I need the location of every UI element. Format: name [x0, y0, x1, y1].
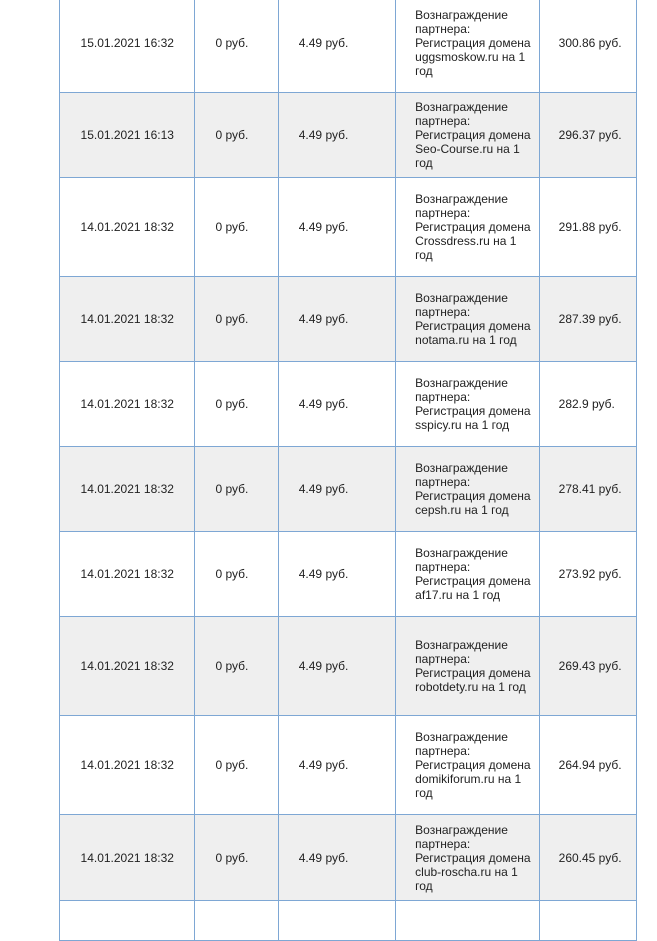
expense-cell	[278, 447, 395, 532]
expense-cell	[278, 0, 395, 93]
date-text: 14.01.2021 18:32	[80, 220, 174, 234]
description-cell	[396, 532, 539, 617]
balance-text: 278.41 руб.	[558, 482, 622, 496]
table-row	[60, 178, 637, 277]
expense-cell	[278, 815, 395, 901]
balance-cell	[539, 277, 636, 362]
empty-cell	[396, 901, 539, 941]
description-text: Вознаграждение партнера: Регистрация домена robotdety.ru на 1 год	[415, 638, 531, 694]
date-text: 14.01.2021 18:32	[80, 659, 174, 673]
expense-text: 4.49 руб.	[298, 850, 349, 865]
expense-cell	[278, 532, 395, 617]
balance-text: 291.88 руб.	[558, 220, 622, 234]
description-cell	[396, 93, 539, 178]
balance-cell	[539, 716, 636, 815]
table-row	[60, 532, 637, 617]
description-cell	[396, 815, 539, 901]
balance-text: 296.37 руб.	[558, 128, 622, 142]
balance-text: 300.86 руб.	[558, 35, 622, 50]
description-text: Вознаграждение партнера: Регистрация домена sspicy.ru на 1 год	[415, 376, 531, 432]
income-text: 0 руб.	[215, 35, 249, 50]
table-row	[60, 0, 637, 93]
table-row	[60, 716, 637, 815]
expense-text: 4.49 руб.	[298, 659, 349, 673]
expense-text: 4.49 руб.	[298, 397, 349, 411]
description-text: Вознаграждение партнера: Регистрация домена Crossdress.ru на 1 год	[415, 192, 531, 262]
income-text: 0 руб.	[215, 482, 249, 496]
income-cell	[195, 178, 278, 277]
date-cell	[60, 277, 195, 362]
description-text: Вознаграждение партнера: Регистрация домена domikiforum.ru на 1 год	[415, 730, 531, 800]
description-cell	[396, 716, 539, 815]
empty-cell	[60, 901, 195, 941]
balance-cell	[539, 0, 636, 93]
transactions-table-wrapper	[59, 0, 637, 941]
description-cell	[396, 617, 539, 716]
income-text: 0 руб.	[215, 567, 249, 581]
description-text: Вознаграждение партнера: Регистрация домена club-roscha.ru на 1 год	[415, 822, 531, 893]
date-text: 14.01.2021 18:32	[80, 482, 174, 496]
description-cell	[396, 277, 539, 362]
balance-text: 282.9 руб.	[558, 397, 615, 411]
expense-cell	[278, 362, 395, 447]
date-cell	[60, 617, 195, 716]
balance-cell	[539, 815, 636, 901]
description-cell	[396, 178, 539, 277]
description-text: Вознаграждение партнера: Регистрация домена Seo-Course.ru на 1 год	[415, 100, 531, 170]
expense-text: 4.49 руб.	[298, 35, 349, 50]
expense-text: 4.49 руб.	[298, 312, 349, 326]
balance-cell	[539, 362, 636, 447]
date-cell	[60, 716, 195, 815]
income-cell	[195, 362, 278, 447]
income-text: 0 руб.	[215, 397, 249, 411]
description-text: Вознаграждение партнера: Регистрация домена cepsh.ru на 1 год	[415, 461, 531, 517]
income-cell	[195, 815, 278, 901]
income-text: 0 руб.	[215, 659, 249, 673]
date-cell	[60, 362, 195, 447]
date-text: 14.01.2021 18:32	[80, 312, 174, 326]
date-cell	[60, 447, 195, 532]
income-cell	[195, 617, 278, 716]
balance-text: 264.94 руб.	[558, 758, 622, 772]
table-row	[60, 362, 637, 447]
expense-cell	[278, 716, 395, 815]
expense-text: 4.49 руб.	[298, 758, 349, 772]
expense-text: 4.49 руб.	[298, 128, 349, 142]
balance-cell	[539, 532, 636, 617]
balance-text: 260.45 руб.	[558, 850, 622, 865]
table-row	[60, 277, 637, 362]
income-cell	[195, 447, 278, 532]
income-cell	[195, 93, 278, 178]
expense-cell	[278, 617, 395, 716]
balance-text: 269.43 руб.	[558, 659, 622, 673]
date-text: 14.01.2021 18:32	[80, 850, 174, 865]
balance-cell	[539, 447, 636, 532]
date-text: 15.01.2021 16:32	[80, 35, 174, 50]
expense-cell	[278, 93, 395, 178]
table-row-partial	[60, 901, 637, 941]
empty-cell	[539, 901, 636, 941]
balance-text: 287.39 руб.	[558, 312, 622, 326]
description-cell	[396, 447, 539, 532]
income-text: 0 руб.	[215, 850, 249, 865]
balance-cell	[539, 617, 636, 716]
table-row	[60, 447, 637, 532]
date-cell	[60, 0, 195, 93]
income-cell	[195, 716, 278, 815]
transactions-body	[60, 0, 637, 941]
balance-cell	[539, 178, 636, 277]
expense-cell	[278, 277, 395, 362]
description-text: Вознаграждение партнера: Регистрация домена notama.ru на 1 год	[415, 291, 531, 347]
table-row	[60, 93, 637, 178]
transactions-table	[59, 0, 637, 941]
empty-cell	[195, 901, 278, 941]
description-cell	[396, 0, 539, 93]
income-cell	[195, 0, 278, 93]
income-text: 0 руб.	[215, 128, 249, 142]
expense-cell	[278, 178, 395, 277]
balance-text: 273.92 руб.	[558, 567, 622, 581]
date-cell	[60, 815, 195, 901]
date-text: 14.01.2021 18:32	[80, 397, 174, 411]
income-text: 0 руб.	[215, 312, 249, 326]
date-text: 14.01.2021 18:32	[80, 758, 174, 772]
table-row	[60, 815, 637, 901]
income-text: 0 руб.	[215, 220, 249, 234]
expense-text: 4.49 руб.	[298, 567, 349, 581]
date-text: 14.01.2021 18:32	[80, 567, 174, 581]
date-cell	[60, 178, 195, 277]
date-cell	[60, 532, 195, 617]
empty-cell	[278, 901, 395, 941]
income-text: 0 руб.	[215, 758, 249, 772]
expense-text: 4.49 руб.	[298, 482, 349, 496]
income-cell	[195, 532, 278, 617]
description-text: Вознаграждение партнера: Регистрация домена uggsmoskow.ru на 1 год	[415, 7, 531, 78]
date-text: 15.01.2021 16:13	[80, 128, 174, 142]
description-text: Вознаграждение партнера: Регистрация домена af17.ru на 1 год	[415, 546, 531, 602]
table-row	[60, 617, 637, 716]
date-cell	[60, 93, 195, 178]
description-cell	[396, 362, 539, 447]
balance-cell	[539, 93, 636, 178]
income-cell	[195, 277, 278, 362]
expense-text: 4.49 руб.	[298, 220, 349, 234]
